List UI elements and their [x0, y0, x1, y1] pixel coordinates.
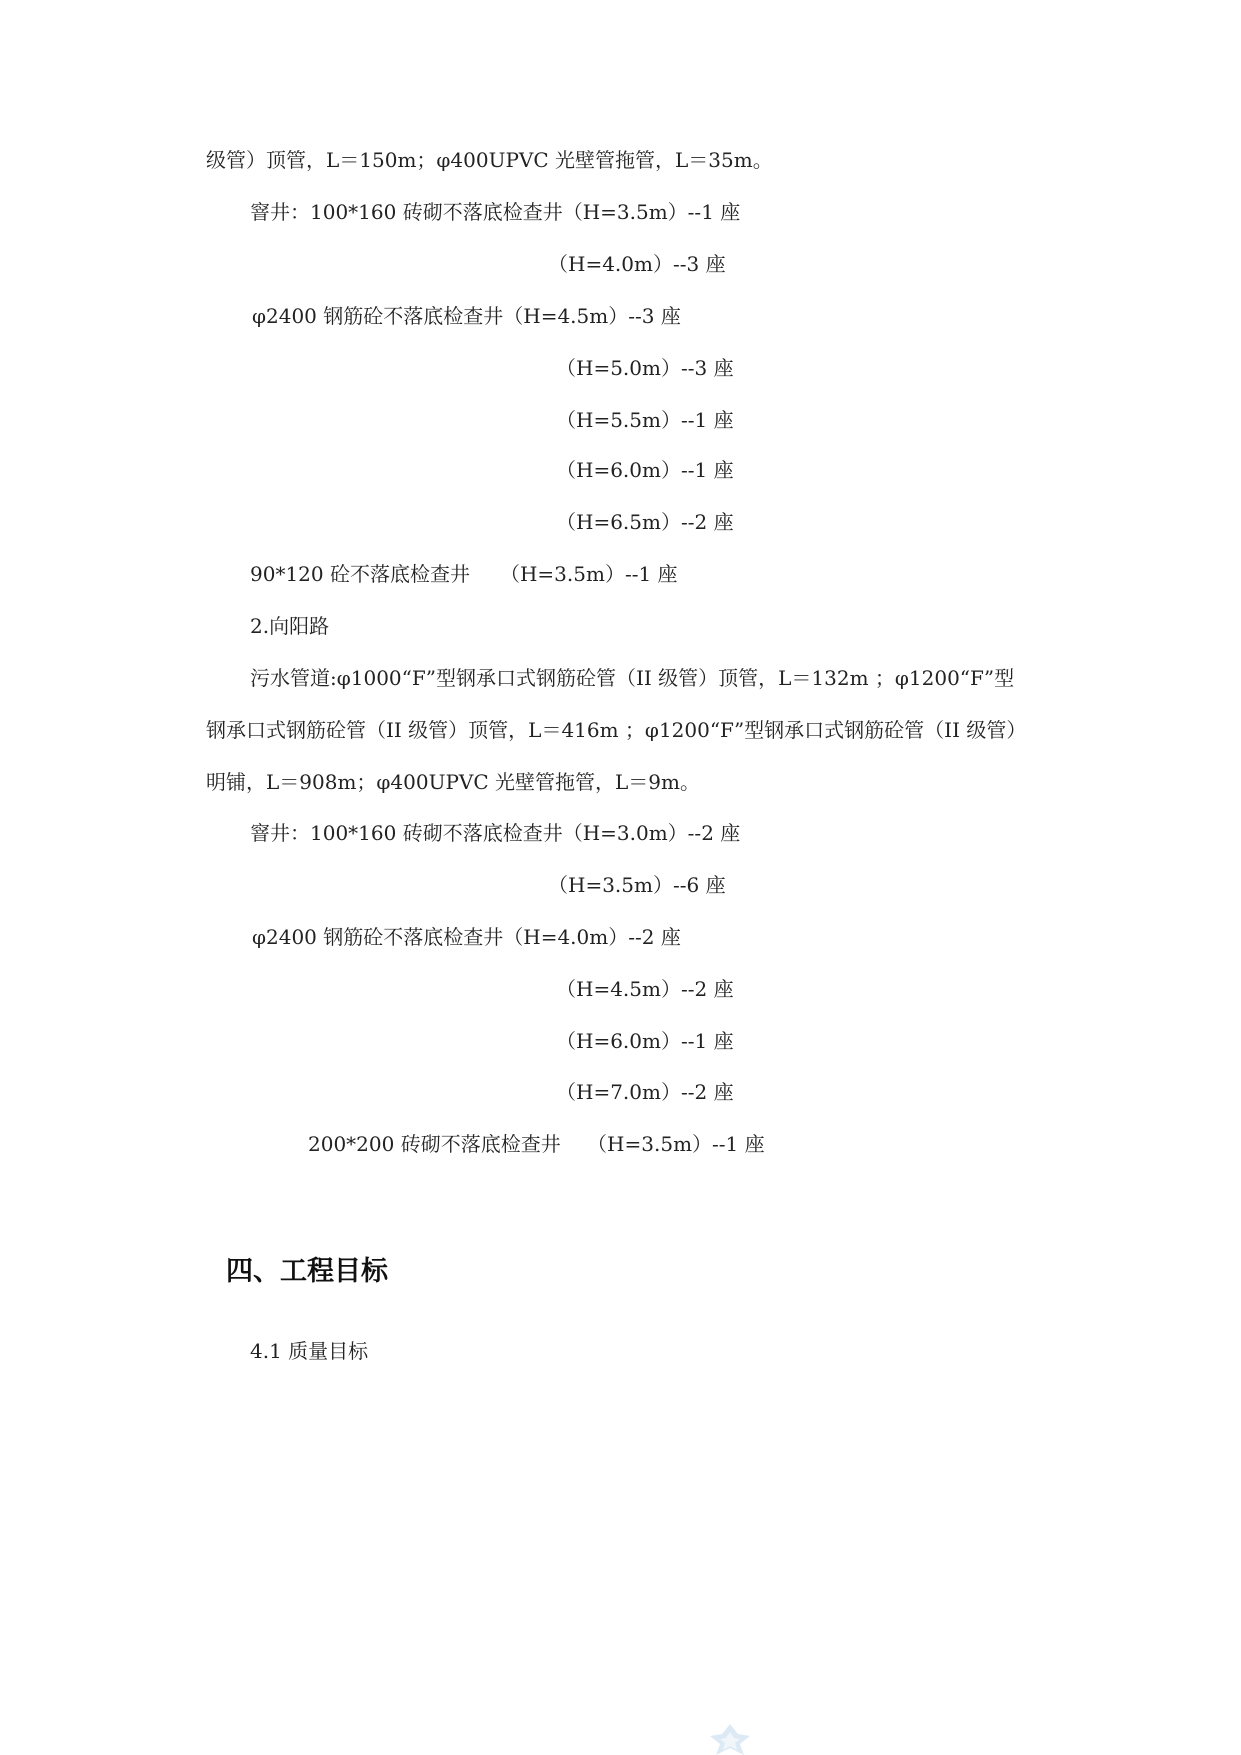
text-line-15: （H=3.5m）--6 座: [548, 873, 726, 897]
text-line-14: 窨井：100*160 砖砌不落底检查井（H=3.0m）--2 座: [250, 821, 741, 845]
text-line-12: 钢承口式钢筋砼管（II 级管）顶管，L＝416m ；φ1200“F”型钢承口式钢筋砼管（II 级管）: [206, 718, 1027, 742]
text-line-8: （H=6.5m）--2 座: [556, 510, 734, 534]
text-line-10: 2.向阳路: [250, 614, 330, 638]
text-line-1: 级管）顶管，L＝150m；φ400UPVC 光壁管拖管，L＝35m。: [206, 148, 773, 172]
text-line-2: 窨井：100*160 砖砌不落底检查井（H=3.5m）--1 座: [250, 200, 741, 224]
watermark-logo-icon: [700, 1720, 760, 1755]
text-line-16: φ2400 钢筋砼不落底检查井（H=4.0m）--2 座: [252, 925, 681, 949]
text-line-7: （H=6.0m）--1 座: [556, 458, 734, 482]
text-line-13: 明铺，L＝908m；φ400UPVC 光壁管拖管，L＝9m。: [206, 770, 700, 794]
text-line-20: 200*200 砖砌不落底检查井 （H=3.5m）--1 座: [308, 1132, 765, 1156]
text-line-6: （H=5.5m）--1 座: [556, 408, 734, 432]
text-line-19: （H=7.0m）--2 座: [556, 1080, 734, 1104]
text-line-9: 90*120 砼不落底检查井 （H=3.5m）--1 座: [250, 562, 678, 586]
text-line-3: （H=4.0m）--3 座: [548, 252, 726, 276]
text-line-17: （H=4.5m）--2 座: [556, 977, 734, 1001]
text-line-11: 污水管道:φ1000“F”型钢承口式钢筋砼管（II 级管）顶管，L＝132m ；φ1200“F”型: [250, 666, 1015, 690]
section-heading: 四、工程目标: [226, 1256, 388, 1287]
text-line-18: （H=6.0m）--1 座: [556, 1029, 734, 1053]
text-line-4: φ2400 钢筋砼不落底检查井（H=4.5m）--3 座: [252, 304, 681, 328]
text-line-5: （H=5.0m）--3 座: [556, 356, 734, 380]
subsection-heading: 4.1 质量目标: [250, 1339, 369, 1363]
